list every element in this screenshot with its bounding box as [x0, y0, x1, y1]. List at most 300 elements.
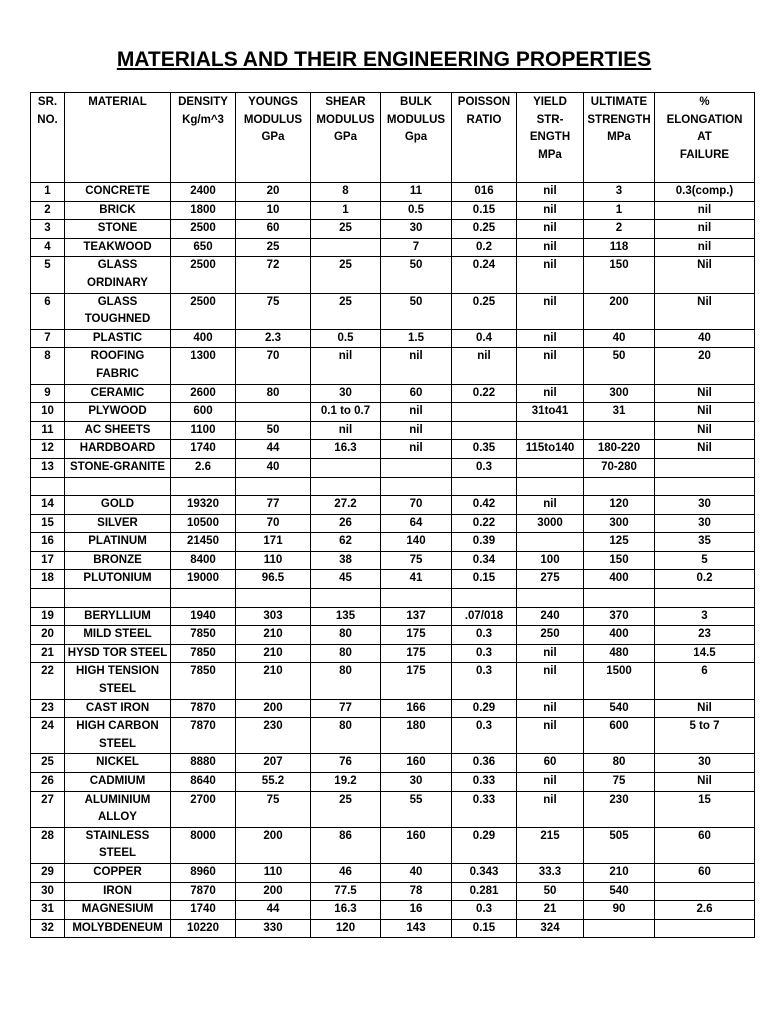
cell-elongation: Nil [655, 293, 755, 329]
cell-poisson-ratio: 0.15 [452, 570, 517, 589]
cell-sr-no: 25 [31, 754, 65, 773]
cell-sr-no: 21 [31, 644, 65, 663]
cell-sr-no: 2 [31, 201, 65, 220]
table-row [31, 663, 755, 699]
cell-bulk-modulus: 7 [381, 238, 452, 257]
cell-yield-strength: nil [517, 384, 584, 403]
cell-density: 1800 [171, 201, 236, 220]
cell-bulk-modulus: nil [381, 440, 452, 459]
cell-sr-no: 17 [31, 551, 65, 570]
cell-youngs-modulus: 25 [236, 238, 311, 257]
cell-material: NICKEL [65, 754, 171, 773]
cell-sr-no: 11 [31, 421, 65, 440]
cell-poisson-ratio: 0.22 [452, 514, 517, 533]
cell-ultimate-strength: 370 [584, 607, 655, 626]
table-row [31, 863, 755, 882]
cell-sr-no: 31 [31, 901, 65, 920]
cell-sr-no: 13 [31, 458, 65, 477]
cell-elongation: 2.6 [655, 901, 755, 920]
cell-youngs-modulus: 60 [236, 220, 311, 239]
cell-sr-no: 5 [31, 257, 65, 293]
cell-ultimate-strength: 80 [584, 754, 655, 773]
cell-bulk-modulus: 16 [381, 901, 452, 920]
header-ultimate-strength: ULTIMATE STRENGTH MPa [584, 93, 655, 183]
cell-density: 7870 [171, 718, 236, 754]
cell-poisson-ratio: 0.25 [452, 293, 517, 329]
cell-shear-modulus: 80 [311, 663, 381, 699]
cell-sr-no: 23 [31, 699, 65, 718]
cell-ultimate-strength: 180-220 [584, 440, 655, 459]
cell-poisson-ratio: nil [452, 348, 517, 384]
cell-bulk-modulus [381, 458, 452, 477]
cell-shear-modulus: 25 [311, 220, 381, 239]
cell-shear-modulus: 30 [311, 384, 381, 403]
cell-yield-strength: nil [517, 329, 584, 348]
cell-material: GLASS TOUGHNED [65, 293, 171, 329]
table-row [31, 329, 755, 348]
cell-material: TEAKWOOD [65, 238, 171, 257]
cell-shear-modulus: 25 [311, 791, 381, 827]
cell-bulk-modulus: 140 [381, 533, 452, 552]
table-row [31, 440, 755, 459]
cell-youngs-modulus: 110 [236, 863, 311, 882]
cell-ultimate-strength: 200 [584, 293, 655, 329]
cell-yield-strength: nil [517, 496, 584, 515]
cell-ultimate-strength: 118 [584, 238, 655, 257]
table-row [31, 551, 755, 570]
cell-shear-modulus: 77 [311, 699, 381, 718]
cell-ultimate-strength: 540 [584, 882, 655, 901]
cell-yield-strength: nil [517, 791, 584, 827]
cell-poisson-ratio: .07/018 [452, 607, 517, 626]
table-row [31, 644, 755, 663]
cell-material: HYSD TOR STEEL [65, 644, 171, 663]
cell-sr-no: 1 [31, 183, 65, 202]
cell-ultimate-strength [584, 589, 655, 608]
table-row [31, 754, 755, 773]
cell-poisson-ratio [452, 421, 517, 440]
cell-bulk-modulus: 175 [381, 626, 452, 645]
cell-yield-strength [517, 589, 584, 608]
cell-youngs-modulus: 50 [236, 421, 311, 440]
cell-poisson-ratio: 0.22 [452, 384, 517, 403]
cell-elongation: 5 to 7 [655, 718, 755, 754]
cell-density: 8400 [171, 551, 236, 570]
table-row [31, 421, 755, 440]
cell-elongation: nil [655, 220, 755, 239]
cell-yield-strength: 250 [517, 626, 584, 645]
cell-youngs-modulus: 2.3 [236, 329, 311, 348]
cell-poisson-ratio: 0.343 [452, 863, 517, 882]
cell-shear-modulus [311, 458, 381, 477]
cell-poisson-ratio [452, 477, 517, 496]
cell-shear-modulus: nil [311, 348, 381, 384]
cell-shear-modulus: 27.2 [311, 496, 381, 515]
cell-density: 1100 [171, 421, 236, 440]
cell-yield-strength: 215 [517, 827, 584, 863]
cell-youngs-modulus: 80 [236, 384, 311, 403]
cell-ultimate-strength: 3 [584, 183, 655, 202]
cell-density: 1940 [171, 607, 236, 626]
table-row [31, 699, 755, 718]
cell-material: ALUMINIUM ALLOY [65, 791, 171, 827]
cell-yield-strength: nil [517, 220, 584, 239]
cell-poisson-ratio: 0.42 [452, 496, 517, 515]
cell-density: 7850 [171, 626, 236, 645]
cell-youngs-modulus: 70 [236, 514, 311, 533]
cell-elongation: 0.2 [655, 570, 755, 589]
cell-density: 19320 [171, 496, 236, 515]
cell-shear-modulus: 16.3 [311, 901, 381, 920]
cell-density: 2500 [171, 220, 236, 239]
table-row [31, 183, 755, 202]
cell-youngs-modulus: 75 [236, 293, 311, 329]
cell-shear-modulus: 1 [311, 201, 381, 220]
cell-sr-no: 7 [31, 329, 65, 348]
cell-yield-strength: 3000 [517, 514, 584, 533]
cell-elongation: 15 [655, 791, 755, 827]
cell-density: 8000 [171, 827, 236, 863]
cell-bulk-modulus: 1.5 [381, 329, 452, 348]
cell-shear-modulus: 77.5 [311, 882, 381, 901]
cell-bulk-modulus: 160 [381, 754, 452, 773]
cell-ultimate-strength: 75 [584, 773, 655, 792]
cell-elongation: Nil [655, 384, 755, 403]
cell-poisson-ratio: 016 [452, 183, 517, 202]
cell-density: 10500 [171, 514, 236, 533]
table-row [31, 626, 755, 645]
cell-ultimate-strength: 40 [584, 329, 655, 348]
cell-youngs-modulus: 96.5 [236, 570, 311, 589]
cell-material: MAGNESIUM [65, 901, 171, 920]
cell-density: 1740 [171, 440, 236, 459]
table-row [31, 607, 755, 626]
table-row [31, 919, 755, 938]
cell-youngs-modulus: 207 [236, 754, 311, 773]
table-row [31, 257, 755, 293]
cell-material: HIGH CARBON STEEL [65, 718, 171, 754]
cell-elongation: 30 [655, 754, 755, 773]
cell-material: PLYWOOD [65, 403, 171, 422]
cell-youngs-modulus: 171 [236, 533, 311, 552]
cell-material: GOLD [65, 496, 171, 515]
cell-density: 1300 [171, 348, 236, 384]
cell-material [65, 589, 171, 608]
cell-youngs-modulus: 55.2 [236, 773, 311, 792]
table-row [31, 570, 755, 589]
cell-material: HARDBOARD [65, 440, 171, 459]
cell-material: PLUTONIUM [65, 570, 171, 589]
cell-ultimate-strength: 210 [584, 863, 655, 882]
cell-bulk-modulus [381, 477, 452, 496]
cell-shear-modulus [311, 477, 381, 496]
header-shear-modulus: SHEAR MODULUS GPa [311, 93, 381, 183]
cell-sr-no: 8 [31, 348, 65, 384]
cell-shear-modulus: 26 [311, 514, 381, 533]
cell-material: STONE [65, 220, 171, 239]
cell-bulk-modulus: 40 [381, 863, 452, 882]
cell-poisson-ratio: 0.35 [452, 440, 517, 459]
cell-bulk-modulus: 30 [381, 773, 452, 792]
cell-density: 2600 [171, 384, 236, 403]
cell-material: CADMIUM [65, 773, 171, 792]
cell-bulk-modulus [381, 589, 452, 608]
cell-youngs-modulus: 20 [236, 183, 311, 202]
cell-elongation [655, 882, 755, 901]
cell-bulk-modulus: 180 [381, 718, 452, 754]
cell-poisson-ratio: 0.3 [452, 644, 517, 663]
cell-material: MILD STEEL [65, 626, 171, 645]
cell-elongation: 0.3(comp.) [655, 183, 755, 202]
cell-shear-modulus: 0.5 [311, 329, 381, 348]
cell-material: COPPER [65, 863, 171, 882]
cell-yield-strength: 31to41 [517, 403, 584, 422]
cell-youngs-modulus: 210 [236, 644, 311, 663]
header-poisson-ratio: POISSON RATIO [452, 93, 517, 183]
cell-ultimate-strength: 480 [584, 644, 655, 663]
cell-sr-no: 32 [31, 919, 65, 938]
cell-yield-strength: 240 [517, 607, 584, 626]
cell-shear-modulus: 25 [311, 257, 381, 293]
cell-shear-modulus: 120 [311, 919, 381, 938]
cell-sr-no: 3 [31, 220, 65, 239]
cell-youngs-modulus: 330 [236, 919, 311, 938]
cell-ultimate-strength: 31 [584, 403, 655, 422]
cell-density: 7850 [171, 644, 236, 663]
cell-youngs-modulus: 230 [236, 718, 311, 754]
cell-elongation [655, 477, 755, 496]
cell-bulk-modulus: 78 [381, 882, 452, 901]
cell-shear-modulus: 19.2 [311, 773, 381, 792]
cell-bulk-modulus: 0.5 [381, 201, 452, 220]
cell-sr-no: 29 [31, 863, 65, 882]
header-yield-strength: YIELD STR- ENGTH MPa [517, 93, 584, 183]
cell-density: 10220 [171, 919, 236, 938]
cell-ultimate-strength: 300 [584, 514, 655, 533]
cell-elongation: 5 [655, 551, 755, 570]
cell-elongation: 23 [655, 626, 755, 645]
cell-bulk-modulus: 175 [381, 663, 452, 699]
header-material: MATERIAL [65, 93, 171, 183]
cell-density: 7870 [171, 882, 236, 901]
cell-yield-strength: nil [517, 257, 584, 293]
cell-shear-modulus [311, 589, 381, 608]
cell-poisson-ratio: 0.15 [452, 201, 517, 220]
cell-shear-modulus: 46 [311, 863, 381, 882]
cell-youngs-modulus: 70 [236, 348, 311, 384]
cell-yield-strength: 100 [517, 551, 584, 570]
cell-youngs-modulus: 200 [236, 827, 311, 863]
cell-material: AC SHEETS [65, 421, 171, 440]
table-row [31, 901, 755, 920]
cell-poisson-ratio: 0.281 [452, 882, 517, 901]
cell-sr-no: 6 [31, 293, 65, 329]
cell-density: 2.6 [171, 458, 236, 477]
cell-poisson-ratio: 0.3 [452, 458, 517, 477]
cell-density: 21450 [171, 533, 236, 552]
materials-properties-table [30, 92, 755, 938]
cell-youngs-modulus: 200 [236, 882, 311, 901]
cell-ultimate-strength: 150 [584, 257, 655, 293]
cell-shear-modulus [311, 238, 381, 257]
cell-poisson-ratio: 0.25 [452, 220, 517, 239]
cell-density [171, 477, 236, 496]
cell-ultimate-strength: 1 [584, 201, 655, 220]
cell-ultimate-strength: 150 [584, 551, 655, 570]
cell-yield-strength [517, 421, 584, 440]
cell-shear-modulus: 80 [311, 718, 381, 754]
cell-yield-strength [517, 477, 584, 496]
cell-material: IRON [65, 882, 171, 901]
table-row [31, 827, 755, 863]
cell-youngs-modulus: 200 [236, 699, 311, 718]
cell-ultimate-strength: 90 [584, 901, 655, 920]
cell-youngs-modulus [236, 589, 311, 608]
cell-material: STAINLESS STEEL [65, 827, 171, 863]
cell-yield-strength: nil [517, 238, 584, 257]
cell-material: PLATINUM [65, 533, 171, 552]
cell-density: 8880 [171, 754, 236, 773]
cell-ultimate-strength: 125 [584, 533, 655, 552]
cell-density: 19000 [171, 570, 236, 589]
cell-elongation [655, 458, 755, 477]
table-row [31, 718, 755, 754]
cell-shear-modulus: 25 [311, 293, 381, 329]
cell-bulk-modulus: 50 [381, 293, 452, 329]
cell-poisson-ratio: 0.39 [452, 533, 517, 552]
page-title: MATERIALS AND THEIR ENGINEERING PROPERTIES [116, 48, 652, 71]
cell-sr-no: 20 [31, 626, 65, 645]
table-row [31, 791, 755, 827]
cell-poisson-ratio: 0.3 [452, 718, 517, 754]
table-row [31, 201, 755, 220]
cell-ultimate-strength: 505 [584, 827, 655, 863]
cell-yield-strength: nil [517, 699, 584, 718]
cell-youngs-modulus: 77 [236, 496, 311, 515]
cell-yield-strength: nil [517, 293, 584, 329]
cell-elongation: 40 [655, 329, 755, 348]
cell-density: 7870 [171, 699, 236, 718]
cell-density: 2700 [171, 791, 236, 827]
cell-shear-modulus: 8 [311, 183, 381, 202]
cell-yield-strength: nil [517, 201, 584, 220]
cell-sr-no: 27 [31, 791, 65, 827]
cell-shear-modulus: 45 [311, 570, 381, 589]
cell-bulk-modulus: 50 [381, 257, 452, 293]
cell-sr-no: 22 [31, 663, 65, 699]
cell-shear-modulus: 80 [311, 626, 381, 645]
cell-bulk-modulus: nil [381, 348, 452, 384]
cell-poisson-ratio: 0.33 [452, 773, 517, 792]
cell-material: BRONZE [65, 551, 171, 570]
cell-material: ROOFING FABRIC [65, 348, 171, 384]
cell-density: 600 [171, 403, 236, 422]
cell-elongation: Nil [655, 403, 755, 422]
cell-ultimate-strength [584, 919, 655, 938]
cell-poisson-ratio: 0.33 [452, 791, 517, 827]
cell-ultimate-strength: 600 [584, 718, 655, 754]
table-row [31, 496, 755, 515]
cell-bulk-modulus: nil [381, 421, 452, 440]
separator-row [31, 589, 755, 608]
header-youngs-modulus: YOUNGS MODULUS GPa [236, 93, 311, 183]
cell-bulk-modulus: 64 [381, 514, 452, 533]
cell-ultimate-strength: 230 [584, 791, 655, 827]
cell-bulk-modulus: 11 [381, 183, 452, 202]
cell-shear-modulus: 38 [311, 551, 381, 570]
cell-poisson-ratio: 0.3 [452, 626, 517, 645]
cell-ultimate-strength: 2 [584, 220, 655, 239]
cell-ultimate-strength: 1500 [584, 663, 655, 699]
cell-sr-no: 26 [31, 773, 65, 792]
cell-yield-strength: 115to140 [517, 440, 584, 459]
cell-ultimate-strength: 400 [584, 570, 655, 589]
cell-poisson-ratio: 0.2 [452, 238, 517, 257]
cell-shear-modulus: 80 [311, 644, 381, 663]
cell-poisson-ratio: 0.3 [452, 663, 517, 699]
cell-sr-no [31, 477, 65, 496]
cell-youngs-modulus: 40 [236, 458, 311, 477]
cell-yield-strength [517, 533, 584, 552]
cell-shear-modulus: nil [311, 421, 381, 440]
cell-elongation: Nil [655, 421, 755, 440]
cell-ultimate-strength: 300 [584, 384, 655, 403]
cell-elongation: Nil [655, 699, 755, 718]
cell-poisson-ratio [452, 589, 517, 608]
cell-elongation: 60 [655, 863, 755, 882]
cell-density: 1740 [171, 901, 236, 920]
cell-elongation: nil [655, 238, 755, 257]
table-row [31, 384, 755, 403]
cell-sr-no: 16 [31, 533, 65, 552]
cell-density: 2500 [171, 293, 236, 329]
cell-density: 2400 [171, 183, 236, 202]
cell-bulk-modulus: 175 [381, 644, 452, 663]
cell-shear-modulus: 76 [311, 754, 381, 773]
cell-material: PLASTIC [65, 329, 171, 348]
cell-density: 650 [171, 238, 236, 257]
table-row [31, 403, 755, 422]
cell-yield-strength: nil [517, 718, 584, 754]
header-elongation: % ELONGATION AT FAILURE [655, 93, 755, 183]
cell-youngs-modulus: 44 [236, 901, 311, 920]
cell-yield-strength: nil [517, 773, 584, 792]
cell-yield-strength: nil [517, 183, 584, 202]
cell-bulk-modulus: 60 [381, 384, 452, 403]
cell-bulk-modulus: 30 [381, 220, 452, 239]
cell-density: 2500 [171, 257, 236, 293]
cell-ultimate-strength [584, 421, 655, 440]
cell-sr-no: 15 [31, 514, 65, 533]
cell-sr-no: 12 [31, 440, 65, 459]
cell-youngs-modulus [236, 477, 311, 496]
table-row [31, 238, 755, 257]
cell-density: 8960 [171, 863, 236, 882]
cell-elongation: 20 [655, 348, 755, 384]
cell-material: BERYLLIUM [65, 607, 171, 626]
cell-youngs-modulus: 72 [236, 257, 311, 293]
cell-sr-no [31, 589, 65, 608]
cell-elongation: 6 [655, 663, 755, 699]
table-row [31, 514, 755, 533]
cell-material: CAST IRON [65, 699, 171, 718]
cell-bulk-modulus: 41 [381, 570, 452, 589]
cell-elongation: Nil [655, 257, 755, 293]
cell-bulk-modulus: 70 [381, 496, 452, 515]
cell-material: GLASS ORDINARY [65, 257, 171, 293]
cell-elongation: Nil [655, 440, 755, 459]
cell-shear-modulus: 16.3 [311, 440, 381, 459]
